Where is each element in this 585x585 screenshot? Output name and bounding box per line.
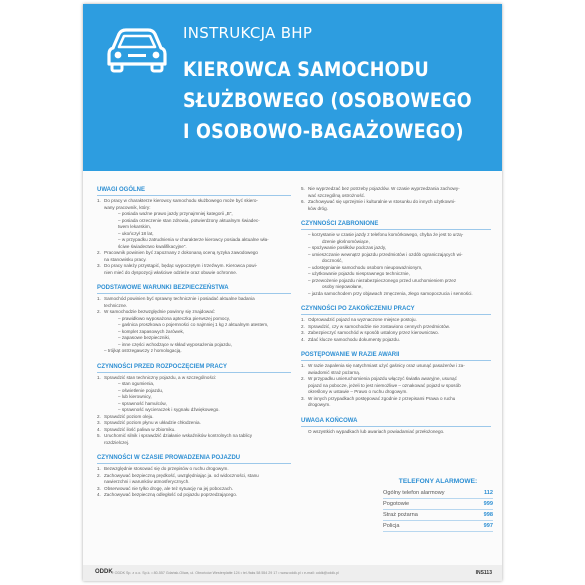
line-text: osoby niepowołane, <box>322 284 363 289</box>
line-text: – udostępnianie samochodu osobom nieupoważnionym, <box>308 264 423 270</box>
title-line: KIEROWCA SAMOCHODU <box>183 58 429 81</box>
phone-row <box>383 488 493 499</box>
section <box>301 305 491 343</box>
section <box>97 284 291 355</box>
line-number: 3. <box>97 420 101 425</box>
line-text: – prawidłowo wyposażona apteczka pierwszej pomocy, <box>118 315 231 321</box>
line-number <box>97 270 104 277</box>
line-number: 3. <box>97 263 101 268</box>
line-text: – zapasowe bezpieczniki, <box>118 335 171 340</box>
phone-number: 997 <box>483 523 493 529</box>
line-number <box>97 440 104 447</box>
line-number: 1. <box>301 363 305 368</box>
line-text: W przypadku unieruchomienia pojazdu włączyć światła awaryjne, usunąć <box>308 376 457 381</box>
line-text: pojazd na pobocze, jeżeli to jest niemożliwe – oznakować pojazd w sposób <box>308 382 461 388</box>
section-title: UWAGA KOŃCOWA <box>301 417 491 427</box>
section <box>97 186 291 276</box>
line-text: – w przypadku zatrudnienia w charakterze kierowcy posiada aktualne wła- <box>118 237 269 242</box>
line-text: W razie zapalenia się natychmiast użyć gaśnicy oraz usunąć pasażerów i za- <box>308 363 465 368</box>
line-text: – jazda samochodem przy objawach zmęczenia, złego samopoczucia i senności. <box>308 290 473 296</box>
line-text: Sprawdzić poziom oleju. <box>104 413 154 419</box>
line-text: Sprawdzić, czy w samochodzie nie zostawiono cennych przedmiotów. <box>308 323 450 329</box>
line-text: Sprawdzić ilość paliwa w zbiorniku. <box>104 426 176 432</box>
line-number: 2. <box>301 376 305 381</box>
phone-label: Ogólny telefon alarmowy <box>383 490 445 496</box>
section-title: PODSTAWOWE WARUNKI BEZPIECZEŃSTWA <box>97 284 291 294</box>
line-number: 5. <box>97 433 101 438</box>
phone-row <box>383 510 493 521</box>
instruction-line <box>301 402 491 409</box>
line-number: 1. <box>97 296 101 301</box>
section <box>97 363 291 447</box>
line-text: Zachowywać bezpieczną odległość od pojazdu poprzedzającego. <box>104 492 238 497</box>
line-text: – trójkąt ostrzegawczy z homologacją. <box>104 348 182 353</box>
line-number: 2. <box>97 309 101 314</box>
section-title: POSTĘPOWANIE W RAZIE AWARII <box>301 351 491 361</box>
line-text: Bezwzględnie stosować się do przepisów o ruchu drogowym. <box>104 466 229 471</box>
line-text: Zachowywać się uprzejmie i kulturalnie w stosunku do innych użytkowni- <box>308 199 456 204</box>
line-text: Sprawdzić poziom płynu w układzie chłodzenia. <box>104 420 201 425</box>
line-text: Do pracy w charakterze kierowcy samochodu służbowego może być skiero- <box>104 198 258 203</box>
line-text: Zachowywać bezpieczną prędkość, uwzględniając ja. od widoczności, stanu <box>104 472 259 478</box>
line-text: W samochodzie bezwzględnie powinny się znajdować: <box>104 309 216 314</box>
footer-address: © ODDK Sp. z o.o. Sp.k. • 80-557 Gdańsk-Oliwa, ul. Obrońców Westerplatte 124 • tel./faks 58 554 29 17 • www.oddk.pl • e-mail: oddk@oddk.pl <box>111 571 339 575</box>
line-text: W innych przypadkach postępować zgodnie z przepisami Prawa o ruchu <box>308 395 456 401</box>
line-text: – posiada orzeczenie stan zdrowia, potwierdzony aktualnym świadec- <box>118 217 260 223</box>
line-number <box>301 252 308 259</box>
section <box>97 454 291 499</box>
document-code: INS113 <box>475 570 492 576</box>
line-text: Uruchomić silnik i sprawdzić działanie wskaźników kontrolnych na tablicy <box>104 433 253 438</box>
line-text: – sprawność hamulców, <box>118 400 167 406</box>
instruction-line <box>97 492 291 499</box>
line-number <box>301 278 308 285</box>
line-text: ściwe świadectwo kwalifikacyjne”. <box>118 243 187 249</box>
line-text: doczność, <box>322 258 343 263</box>
phone-number: 998 <box>483 512 493 518</box>
phone-label: Straż pożarna <box>383 512 418 518</box>
line-number: 2. <box>97 413 101 419</box>
line-text: – ukończył 18 lat, <box>118 230 154 236</box>
title-line: I OSOBOWO-BAGAŻOWEGO) <box>183 120 464 143</box>
phone-label: Pogotowie <box>383 501 410 507</box>
line-number: 4. <box>97 426 101 432</box>
phone-row <box>383 521 493 532</box>
line-text: rozdzielczej. <box>104 439 130 445</box>
instruction-line <box>301 291 491 298</box>
line-text: O wszystkich wypadkach lub awariach powiadamiać przełożonego. <box>308 428 445 434</box>
line-number: 3. <box>97 485 101 491</box>
document-subtitle: INSTRUKCJA BHP <box>183 24 313 42</box>
section <box>301 417 491 436</box>
line-text: Zabezpieczyć samochód w sposób ustalony przez kierownictwo. <box>308 330 439 335</box>
oddk-logo: ODDK <box>95 569 113 575</box>
line-number <box>97 348 104 355</box>
section-title: CZYNNOŚCI W CZASIE PROWADZENIA POJAZDU <box>97 454 291 464</box>
line-text: – umieszczanie wewnątrz pojazdu przedmiotów i ozdób ograniczających wi- <box>308 251 463 257</box>
line-number: 1. <box>97 374 101 380</box>
instruction-line <box>301 206 491 213</box>
line-text: Samochód powinien być sprawny technicznie i posiadać aktualne badania <box>104 296 255 301</box>
line-text: na stanowisku pracy. <box>104 256 147 262</box>
line-text: – oświetlenie pojazdu, <box>118 387 164 393</box>
line-text: twem lekarskim, <box>118 224 151 229</box>
instruction-line <box>97 348 291 355</box>
emergency-phones <box>383 478 493 532</box>
line-number: 2. <box>301 323 305 329</box>
line-number: 2. <box>97 472 101 478</box>
line-text: techniczne. <box>104 302 128 308</box>
line-text: Sprawdzić stan techniczny pojazdu, a w szczególności: <box>104 374 217 380</box>
phone-row <box>383 499 493 510</box>
line-text: Odprowadzić pojazd na wyznaczone miejsce postoju. <box>308 317 417 322</box>
line-text: – spożywanie posiłków podczas jazdy, <box>308 245 387 250</box>
instruction-sheet <box>83 4 502 581</box>
phone-label: Policja <box>383 523 400 529</box>
line-text: wać szczególną ostrożność. <box>308 192 366 198</box>
line-text: awiadomić straż pożarną. <box>308 369 361 375</box>
line-number <box>301 206 308 213</box>
line-number <box>301 291 308 298</box>
line-text: – korzystanie w czasie jazdy z telefonu komórkowego, chyba że jest to urzą- <box>308 232 464 237</box>
line-text: Zdać klucze samochodu dokumenty pojazdu. <box>308 336 400 342</box>
line-text: nien mieć do dyspozycji właściwe odzieże oraz obuwie ochronne. <box>104 269 238 275</box>
line-number: 4. <box>97 492 101 497</box>
line-text: drogowym. <box>308 402 331 407</box>
line-text: – lub kierownicy, <box>118 394 152 399</box>
line-text: Pracownik powinien być zapoznany z dokonaną oceną ryzyka zawodowego <box>104 250 258 255</box>
line-number: 4. <box>301 336 305 342</box>
document-title <box>183 54 472 147</box>
line-number <box>301 402 308 409</box>
section-title: CZYNNOŚCI ZABRONIONE <box>301 220 491 230</box>
right-column <box>301 186 491 443</box>
line-text: nawierzchni i warunków atmosferycznych. <box>104 479 190 484</box>
line-number: 1. <box>301 317 305 322</box>
section <box>301 351 491 409</box>
section-title: CZYNNOŚCI PO ZAKOŃCZENIU PRACY <box>301 305 491 315</box>
line-text: – przewożenie pojazdu niezabezpieczonego przed uruchomieniem przez <box>308 277 457 283</box>
line-number: 1. <box>97 466 101 471</box>
line-text: – posiada ważne prawo jazdy przynajmniej kategorii „B”, <box>118 211 233 216</box>
instruction-line <box>301 337 491 344</box>
line-text: Nie wyprzedzać bez potrzeby pojazdów. W czasie wyprzedzania zachowy- <box>308 186 460 191</box>
emergency-phones-title: TELEFONY ALARMOWE: <box>398 478 478 485</box>
line-text: – gaśnica proszkowa o pojemności co najmniej 1 kg z aktualnym atestem, <box>118 322 269 327</box>
section-title: UWAGI OGÓLNE <box>97 186 291 196</box>
line-number: 1. <box>97 198 101 203</box>
footer <box>83 565 502 581</box>
line-text: – użytkowanie pojazdu niesprawnego technicznie, <box>308 271 410 276</box>
line-text: wany pracownik, który: <box>104 204 151 210</box>
phone-number: 999 <box>483 501 493 507</box>
instruction-line <box>97 270 291 277</box>
left-column <box>97 186 291 507</box>
line-number: 3. <box>301 330 305 335</box>
line-text: Do pracy należy przystąpić, będąc wypoczętym i trzeźwym. Kierowca powi- <box>104 263 258 268</box>
line-text: Obserwować nie tylko drogę, ale też sytuację na jej poboczach. <box>104 485 233 491</box>
section-title: CZYNNOŚCI PRZED ROZPOCZĘCIEM PRACY <box>97 363 291 373</box>
title-line: SŁUŻBOWEGO (OSOBOWEGO <box>183 89 472 112</box>
line-number: 2. <box>97 250 101 255</box>
line-text: dzenie głośnomówiące, <box>322 238 370 244</box>
line-number <box>97 205 104 212</box>
header-banner <box>83 4 502 171</box>
line-number: 5. <box>301 186 305 191</box>
car-icon <box>105 24 169 74</box>
line-number <box>301 429 308 436</box>
line-number: 6. <box>301 199 305 204</box>
line-text: – sprawność wycieraczek i sygnału dźwiękowego. <box>118 407 220 412</box>
line-number <box>301 232 308 239</box>
instruction-line <box>301 429 491 436</box>
line-text: ków dróg. <box>308 205 328 211</box>
instruction-line <box>97 440 291 447</box>
line-text: – inne części wchodzące w skład wyposażenia pojazdu, <box>118 341 232 347</box>
line-text: – komplet zapasowych żarówek, <box>118 328 185 334</box>
line-text: – stan ogumienia, <box>118 381 155 386</box>
line-number: 3. <box>301 395 305 401</box>
phone-number: 112 <box>483 490 493 496</box>
section <box>301 220 491 297</box>
line-text: określony w ustawie – Prawo o ruchu drogowym. <box>308 389 408 394</box>
section <box>301 186 491 212</box>
